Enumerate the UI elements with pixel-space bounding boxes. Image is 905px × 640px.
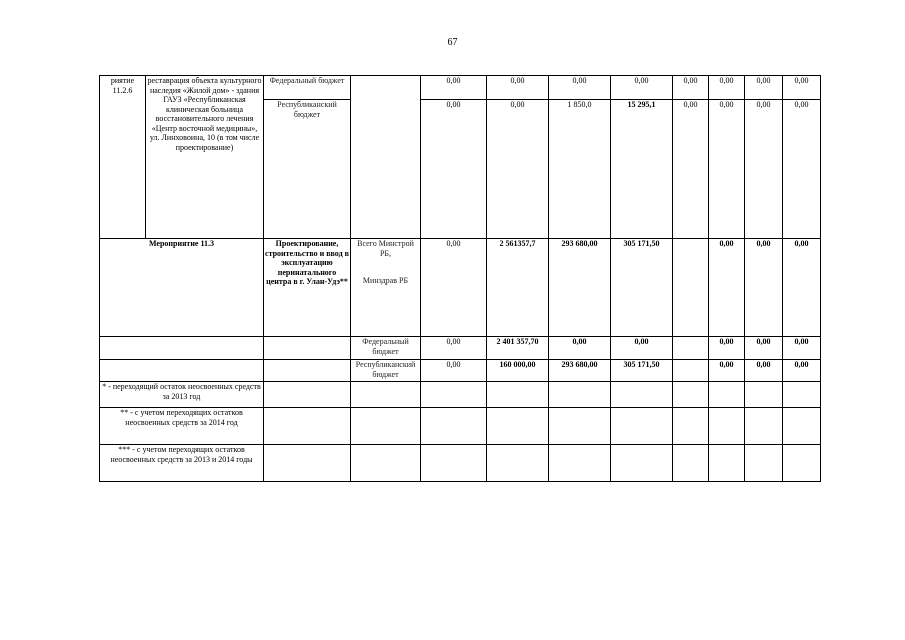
activity-code: риятие 11.2.6 xyxy=(100,76,146,239)
empty-cell xyxy=(709,382,745,408)
value-cell: 0,00 xyxy=(549,76,611,100)
footnote-cell: ** - с учетом переходящих остатков неосвоенных средств за 2014 год xyxy=(100,408,264,445)
value-cell: 160 000,00 xyxy=(487,360,549,382)
value-cell: 0,00 xyxy=(709,360,745,382)
value-cell: 0,00 xyxy=(709,239,745,337)
value-cell xyxy=(673,360,709,382)
empty-cell xyxy=(549,408,611,445)
value-cell: 0,00 xyxy=(487,76,549,100)
budget-source-label: Федеральный бюджет xyxy=(264,76,351,100)
activity-name: реставрация объекта культурного наследия «Жилой дом» - здания ГАУЗ «Республиканская клиническая больница восстановительного лечения «Центр восточной медицины», ул. Линховоина, 10 (в том числе проектирование) xyxy=(146,76,264,239)
activity-name: Проектирование, строительство и ввод в эксплуатацию перинатального центра в г. Улан-Удэ** xyxy=(264,239,351,337)
value-cell: 0,00 xyxy=(673,76,709,100)
budget-source-label: Федеральный бюджет xyxy=(351,337,421,360)
value-cell: 2 401 357,70 xyxy=(487,337,549,360)
value-cell: 0,00 xyxy=(783,76,821,100)
empty-cell xyxy=(264,337,351,360)
empty-cell xyxy=(709,408,745,445)
value-cell: 0,00 xyxy=(745,239,783,337)
value-cell: 0,00 xyxy=(421,239,487,337)
value-cell: 0,00 xyxy=(783,337,821,360)
value-cell xyxy=(673,239,709,337)
activity-title: Мероприятие 11.3 xyxy=(100,239,264,337)
value-cell: 0,00 xyxy=(783,239,821,337)
empty-cell xyxy=(549,382,611,408)
value-cell: 0,00 xyxy=(709,100,745,239)
value-cell: 293 680,00 xyxy=(549,239,611,337)
empty-cell xyxy=(264,382,351,408)
table-row xyxy=(100,239,821,337)
empty-cell xyxy=(611,408,673,445)
value-cell: 0,00 xyxy=(745,76,783,100)
empty-cell xyxy=(487,408,549,445)
value-cell: 0,00 xyxy=(549,337,611,360)
value-cell: 0,00 xyxy=(745,337,783,360)
value-cell: 0,00 xyxy=(783,100,821,239)
table-row xyxy=(100,445,821,482)
value-cell: 0,00 xyxy=(421,360,487,382)
table-row xyxy=(100,76,821,100)
empty-cell xyxy=(351,382,421,408)
empty-cell xyxy=(783,445,821,482)
value-cell: 0,00 xyxy=(745,100,783,239)
empty-cell xyxy=(783,408,821,445)
table-row xyxy=(100,382,821,408)
value-cell: 0,00 xyxy=(709,76,745,100)
empty-cell xyxy=(100,360,264,382)
value-cell: 0,00 xyxy=(673,100,709,239)
value-cell: 2 561357,7 xyxy=(487,239,549,337)
empty-cell xyxy=(673,382,709,408)
empty-cell xyxy=(351,76,421,239)
empty-cell xyxy=(673,445,709,482)
empty-cell xyxy=(100,337,264,360)
value-cell: 0,00 xyxy=(783,360,821,382)
value-cell xyxy=(673,337,709,360)
value-cell: 0,00 xyxy=(487,100,549,239)
page-number: 67 xyxy=(447,37,458,48)
value-cell: 0,00 xyxy=(421,100,487,239)
responsible-health: Минздрав РБ xyxy=(362,276,409,285)
empty-cell xyxy=(549,445,611,482)
empty-cell xyxy=(351,445,421,482)
value-cell: 0,00 xyxy=(421,337,487,360)
value-cell: 0,00 xyxy=(611,76,673,100)
empty-cell xyxy=(611,382,673,408)
footnote-cell: * - переходящий остаток неосвоенных средств за 2013 год xyxy=(100,382,264,408)
empty-cell xyxy=(487,382,549,408)
empty-cell xyxy=(487,445,549,482)
value-cell: 15 295,1 xyxy=(611,100,673,239)
table-row xyxy=(100,408,821,445)
value-cell: 0,00 xyxy=(745,360,783,382)
budget-source-label: Республиканский бюджет xyxy=(264,100,351,239)
table-row xyxy=(100,337,821,360)
empty-cell xyxy=(351,408,421,445)
budget-table xyxy=(99,75,821,482)
value-cell: 305 171,50 xyxy=(611,360,673,382)
value-cell: 305 171,50 xyxy=(611,239,673,337)
empty-cell xyxy=(611,445,673,482)
empty-cell xyxy=(745,445,783,482)
empty-cell xyxy=(421,445,487,482)
responsible-all: Всего Минстрой РБ, xyxy=(357,239,414,258)
empty-cell xyxy=(421,408,487,445)
value-cell: 1 850,0 xyxy=(549,100,611,239)
value-cell: 0,00 xyxy=(611,337,673,360)
empty-cell xyxy=(709,445,745,482)
empty-cell xyxy=(783,382,821,408)
empty-cell xyxy=(264,360,351,382)
value-cell: 293 680,00 xyxy=(549,360,611,382)
empty-cell xyxy=(264,445,351,482)
empty-cell xyxy=(264,408,351,445)
table-row xyxy=(100,360,821,382)
empty-cell xyxy=(421,382,487,408)
budget-source-label: Республиканский бюджет xyxy=(351,360,421,382)
empty-cell xyxy=(673,408,709,445)
footnote-cell: *** - с учетом переходящих остатков неосвоенных средств за 2013 и 2014 годы xyxy=(100,445,264,482)
empty-cell xyxy=(745,408,783,445)
empty-cell xyxy=(745,382,783,408)
value-cell: 0,00 xyxy=(709,337,745,360)
responsible-cell xyxy=(351,239,421,337)
value-cell: 0,00 xyxy=(421,76,487,100)
